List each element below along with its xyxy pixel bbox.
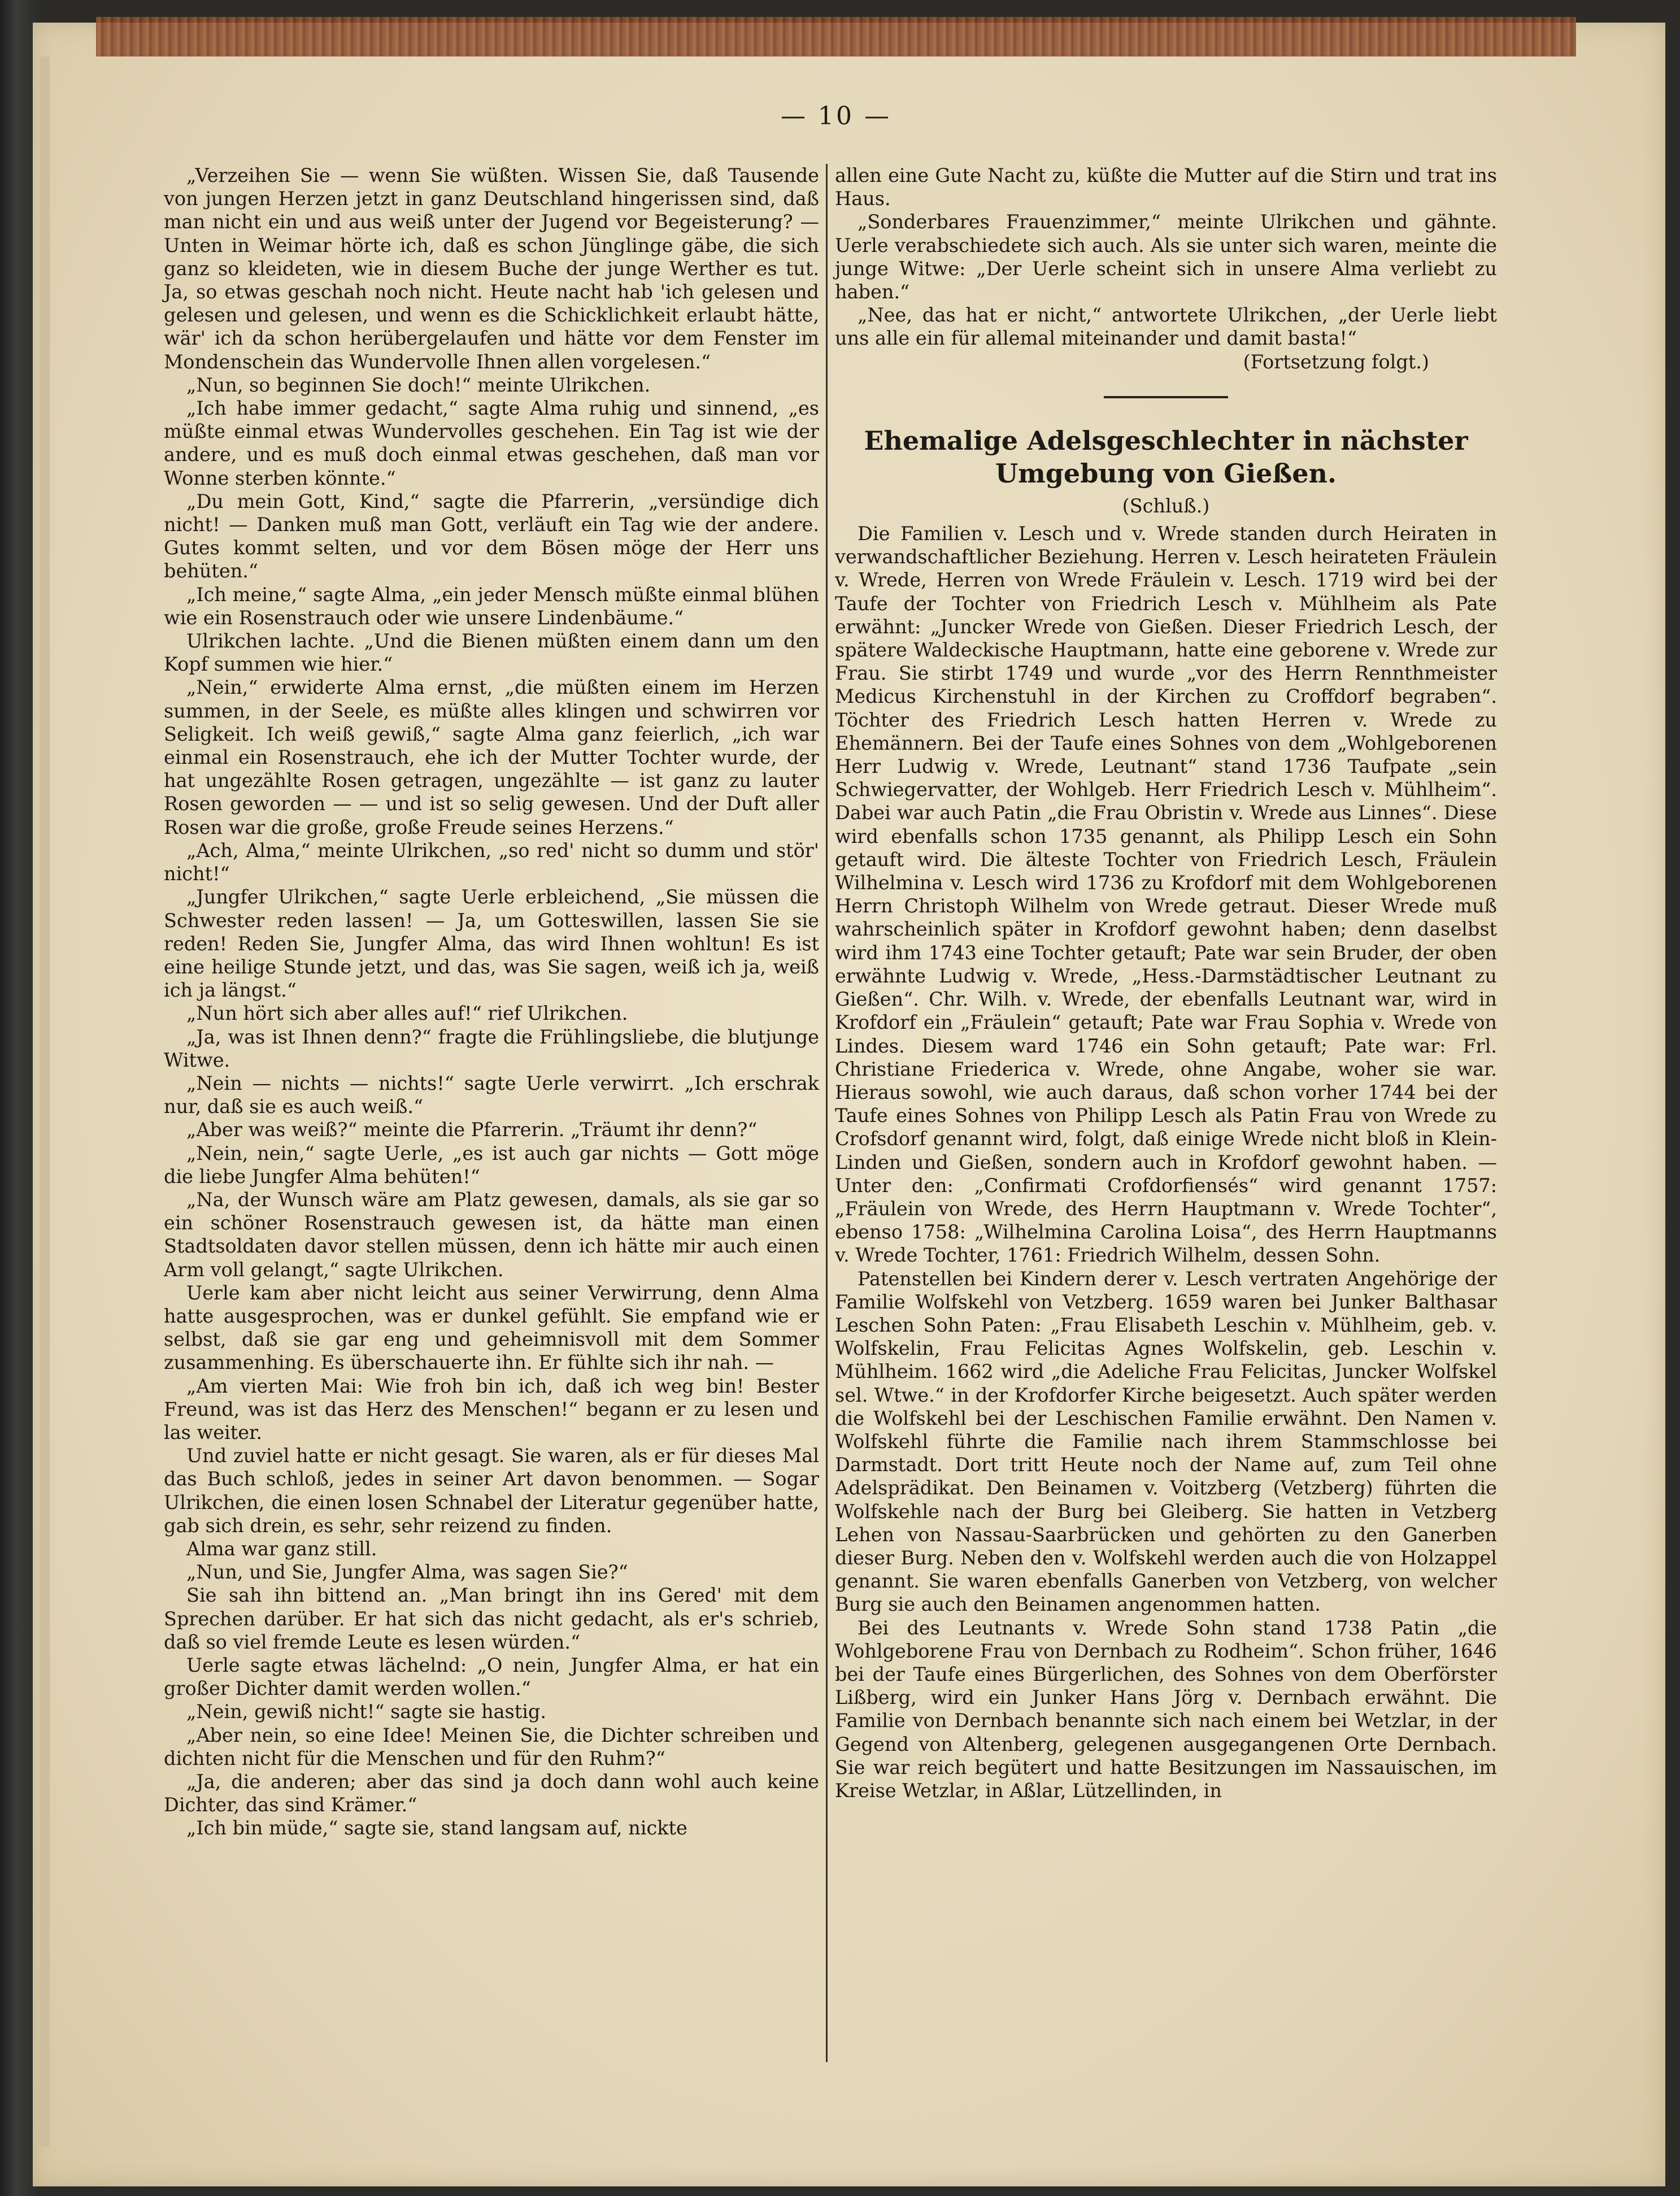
paragraph: „Ich bin müde,“ sagte sie, stand langsam auf, nickte <box>186 1817 687 1840</box>
paragraph: „Ja, die anderen; aber das sind ja doch dann wohl auch keine Dichter, das sind Krämer.“ <box>164 1771 819 1816</box>
paragraph: Ulrikchen lachte. „Und die Bienen müßten einem dann um den Kopf summen wie hier.“ <box>164 630 819 676</box>
article-title: Ehemalige Adelsgeschlechter in nächster Umgebung von Gießen. <box>864 425 1468 489</box>
paragraph: Uerle kam aber nicht leicht aus seiner Verwirrung, denn Alma hatte ausgesprochen, was er dunkel gefühlt. Sie empfand wie er selbst, daß sie gar eng und geheimnisvoll mit dem Sommer zusammenhing. Es überschauerte ihn. Er fühlte sich ihr nah. — <box>164 1281 819 1374</box>
paragraph: „Ja, was ist Ihnen denn?“ fragte die Frühlingsliebe, die blutjunge Witwe. <box>164 1025 819 1071</box>
paragraph: „Nein, nein,“ sagte Uerle, „es ist auch gar nichts — Gott möge die liebe Jungfer Alma behüten!“ <box>164 1142 819 1188</box>
left-column <box>164 164 819 1840</box>
paragraph: „Aber was weiß?“ meinte die Pfarrerin. „Träumt ihr denn?“ <box>186 1119 758 1141</box>
paragraph: „Nee, das hat er nicht,“ antwortete Ulrikchen, „der Uerle liebt uns alle ein für allemal miteinander und damit basta!“ <box>835 304 1497 350</box>
paragraph: Uerle sagte etwas lächelnd: „O nein, Jungfer Alma, er hat ein großer Dichter damit werden wollen.“ <box>164 1654 819 1700</box>
paragraph: „Nun hört sich aber alles auf!“ rief Ulrikchen. <box>186 1002 628 1025</box>
paragraph: Alma war ganz still. <box>186 1537 377 1560</box>
paragraph: „Verzeihen Sie — wenn Sie wüßten. Wissen Sie, daß Tausende von jungen Herzen jetzt in ganz Deutschland hingerissen sind, daß man nicht ein und aus weiß unter der Jugend vor Begeisterung? — Unten in Weimar hörte ich, daß es schon Jünglinge gäbe, die sich ganz so kleideten, wie in diesem Buche der junge Werther es tut. Ja, so etwas geschah noch nicht. Heute nacht hab 'ich gelesen und gelesen und gelesen, und wenn es die Schicklichkeit erlaubt hätte, wär' ich da schon herübergelaufen und hätte vor dem Fenster im Mondenschein das Wundervolle Ihnen allen vorgelesen.“ <box>164 164 819 373</box>
paragraph: „Ach, Alma,“ meinte Ulrikchen, „so red' nicht so dumm und stör' nicht!“ <box>164 839 819 885</box>
paragraph: „Nein — nichts — nichts!“ sagte Uerle verwirrt. „Ich erschrak nur, daß sie es auch weiß.“ <box>164 1072 819 1118</box>
page-edge <box>40 56 50 2147</box>
paragraph: Und zuviel hatte er nicht gesagt. Sie waren, als er für dieses Mal das Buch schloß, jedes in seiner Art davon benommen. — Sogar Ulrikchen, die einen losen Schnabel der Literatur gegenüber hatte, gab sich drein, es sehr, sehr reizend zu finden. <box>164 1445 819 1537</box>
paragraph: „Du mein Gott, Kind,“ sagte die Pfarrerin, „versündige dich nicht! — Danken muß man Gott, verläuft ein Tag wie der andere. Gutes kommt selten, und vor dem Bösen möge der Herr uns behüten.“ <box>164 490 819 582</box>
paragraph: Bei des Leutnants v. Wrede Sohn stand 1738 Patin „die Wohlgeborene Frau von Dernbach zu Rodheim“. Schon früher, 1646 bei der Taufe eines Bürgerlichen, des Sohnes von dem Oberförster Lißberg, wird ein Junker Hans Jörg v. Dernbach erwähnt. Die Familie von Dernbach benannte sich nach einem bei Wetzlar, in der Gegend von Altenberg, gelegenen ausgegangenen Orte Dernbach. Sie war reich begütert und hatte Besitzungen im Nassauischen, im Kreise Wetzlar, in Aßlar, Lützellinden, in <box>835 1616 1497 1802</box>
section-rule <box>1104 396 1228 398</box>
paragraph: „Ich habe immer gedacht,“ sagte Alma ruhig und sinnend, „es müßte einmal etwas Wundervolles geschehen. Ein Tag ist wie der andere, und es muß doch einmal etwas geschehen, daß man vor Wonne sterben könnte.“ <box>164 397 819 489</box>
paragraph: „Na, der Wunsch wäre am Platz gewesen, damals, als sie gar so ein schöner Rosenstrauch gewesen ist, da hätte man einen Stadtsoldaten davor stellen müssen, denn ich hätte mir auch einen Arm voll gelangt,“ sagte Ulrikchen. <box>164 1188 819 1281</box>
article-body <box>835 522 1497 1802</box>
continuation-note: (Fortsetzung folgt.) <box>1243 350 1429 373</box>
paragraph: „Nun, und Sie, Jungfer Alma, was sagen Sie?“ <box>186 1561 628 1584</box>
paragraph: „Ich meine,“ sagte Alma, „ein jeder Mensch müßte einmal blühen wie ein Rosenstrauch oder wie unsere Lindenbäume.“ <box>164 583 819 629</box>
paragraph: „Aber nein, so eine Idee! Meinen Sie, die Dichter schreiben und dichten nicht für die Menschen und für den Ruhm?“ <box>164 1724 819 1769</box>
right-column <box>835 164 1497 1802</box>
paragraph: Die Familien v. Lesch und v. Wrede standen durch Heiraten in verwandschaftlicher Beziehung. Herren v. Lesch heirateten Fräulein v. Wrede, Herren von Wrede Fräulein v. Lesch. 1719 wird bei der Taufe der Tochter von Friedrich Lesch v. Mühlheim als Pate erwähnt: „Juncker Wrede von Gießen. Dieser Friedrich Lesch, der spätere Waldeckische Hauptmann, hatte eine geborene v. Wrede zur Frau. Sie stirbt 1749 und wurde „vor des Herrn Rennthmeister Medicus Kirchenstuhl in der Kirchen zu Croffdorf begraben“. Töchter des Friedrich Lesch hatten Herren v. Wrede zu Ehemännern. Bei der Taufe eines Sohnes von dem „Wohlgeborenen Herr Ludwig v. Wrede, Leutnant“ stand 1736 Taufpate „sein Schwiegervatter, der Wohlgeb. Herr Friedrich Lesch v. Mühlheim“. Dabei war auch Patin „die Frau Obristin v. Wrede aus Linnes“. Diese wird ebenfalls schon 1735 genannt, als Philipp Lesch ein Sohn getauft wird. Die älteste Tochter von Friedrich Lesch, Fräulein Wilhelmina v. Lesch wird 1736 zu Krofdorf mit dem Wohlgeborenen Herrn Christoph Wilhelm von Wrede getraut. Dieser Wrede muß wahrscheinlich später in Krofdorf gewohnt haben; denn daselbst wird ihm 1743 eine Tochter getauft; Pate war sein Bruder, der oben erwähnte Ludwig v. Wrede, „Hess.-Darmstädtischer Leutnant zu Gießen“. Chr. Wilh. v. Wrede, der ebenfalls Leutnant war, wird in Krofdorf ein „Fräulein“ getauft; Pate war Frau Sophia v. Wrede von Lindes. Diesem ward 1746 ein Sohn getauft; Pate war: Frl. Christiane Friederica v. Wrede, ohne Angabe, woher sie war. Hieraus sowohl, wie auch daraus, daß schon vorher 1744 bei der Taufe eines Sohnes von Philipp Lesch als Patin Frau von Wrede zu Crofsdorf genannt wird, folgt, daß einige Wrede nicht bloß in Klein-Linden und Gießen, sondern auch in Krofdorf gewohnt haben. — Unter den: „Confirmati Crofdorfiensés“ wird genannt 1757: „Fräulein von Wrede, des Herrn Hauptmann v. Wrede Tochter“, ebenso 1758: „Wilhelmina Carolina Loisa“, des Herrn Hauptmanns v. Wrede Tochter, 1761: Friedrich Wilhelm, dessen Sohn. <box>835 523 1497 1267</box>
paragraph: Sie sah ihn bittend an. „Man bringt ihn ins Gered' mit dem Sprechen darüber. Er hat sich das nicht gedacht, als er's schrieb, daß so viel fremde Leute es lesen würden.“ <box>164 1584 819 1653</box>
paragraph: „Nun, so beginnen Sie doch!“ meinte Ulrikchen. <box>186 373 651 396</box>
paragraph: allen eine Gute Nacht zu, küßte die Mutter auf die Stirn und trat ins Haus. <box>835 164 1497 210</box>
paragraph: „Nein,“ erwiderte Alma ernst, „die müßten einem im Herzen summen, in der Seele, es müßte alles klingen und schwirren vor Seligkeit. Ich weiß gewiß,“ sagte Alma ganz feierlich, „ich war einmal ein Rosenstrauch, ehe ich der Mutter Tochter wurde, der hat ungezählte Rosen getragen, ungezählte — ist ganz zu lauter Rosen geworden — — und ist so selig gewesen. Und der Duft aller Rosen war die große, große Freude seines Herzens.“ <box>164 676 819 838</box>
article-subtitle: (Schluß.) <box>1122 494 1210 517</box>
paragraph: „Am vierten Mai: Wie froh bin ich, daß ich weg bin! Bester Freund, was ist das Herz des Menschen!“ begann er zu lesen und las weiter. <box>164 1375 819 1443</box>
paragraph: „Sonderbares Frauenzimmer,“ meinte Ulrikchen und gähnte. Uerle verabschiedete sich auch. Als sie unter sich waren, meinte die junge Witwe: „Der Uerle scheint sich in unsere Alma verliebt zu haben.“ <box>835 211 1497 303</box>
story-ending <box>835 164 1497 350</box>
page-number: — 10 — <box>781 102 891 131</box>
paragraph: Patenstellen bei Kindern derer v. Lesch vertraten Angehörige der Familie Wolfskehl von Vetzberg. 1659 waren bei Junker Balthasar Leschen Sohn Paten: „Frau Elisabeth Leschin v. Mühlheim, geb. v. Wolfskelin, Frau Felicitas Agnes Wolfskelin, geb. Leschin v. Mühlheim. 1662 wird „die Adeliche Frau Felicitas, Juncker Wolfskel sel. Wtwe.“ in der Krofdorfer Kirche beigesetzt. Auch später werden die Wolfskehl bei der Leschischen Familie erwähnt. Den Namen v. Wolfskehl führte die Familie nach ihrem Stammschlosse bei Darmstadt. Dort tritt Heute noch der Name auf, zum Teil ohne Adelsprädikat. Den Beinamen v. Voitzberg (Vetzberg) führten die Wolfskehle nach der Burg bei Gleiberg. Sie hatten in Vetzberg Lehen von Nassau-Saarbrücken und gehörten zu den Ganerben dieser Burg. Neben den v. Wolfskehl werden auch die von Holzappel genannt. Sie waren ebenfalls Ganerben von Vetzberg, von welcher Burg sie auch den Beinamen angenommen hatten. <box>835 1267 1497 1616</box>
binding-top-strip <box>96 17 1576 56</box>
column-divider <box>826 164 828 2062</box>
paragraph: „Nein, gewiß nicht!“ sagte sie hastig. <box>186 1701 547 1723</box>
paragraph: „Jungfer Ulrikchen,“ sagte Uerle erbleichend, „Sie müssen die Schwester reden lassen! — Ja, um Gotteswillen, lassen Sie sie reden! Reden Sie, Jungfer Alma, das wird Ihnen wohltun! Es ist eine heilige Stunde jetzt, und das, was Sie sagen, weiß ich ja, weiß ich ja längst.“ <box>164 886 819 1002</box>
